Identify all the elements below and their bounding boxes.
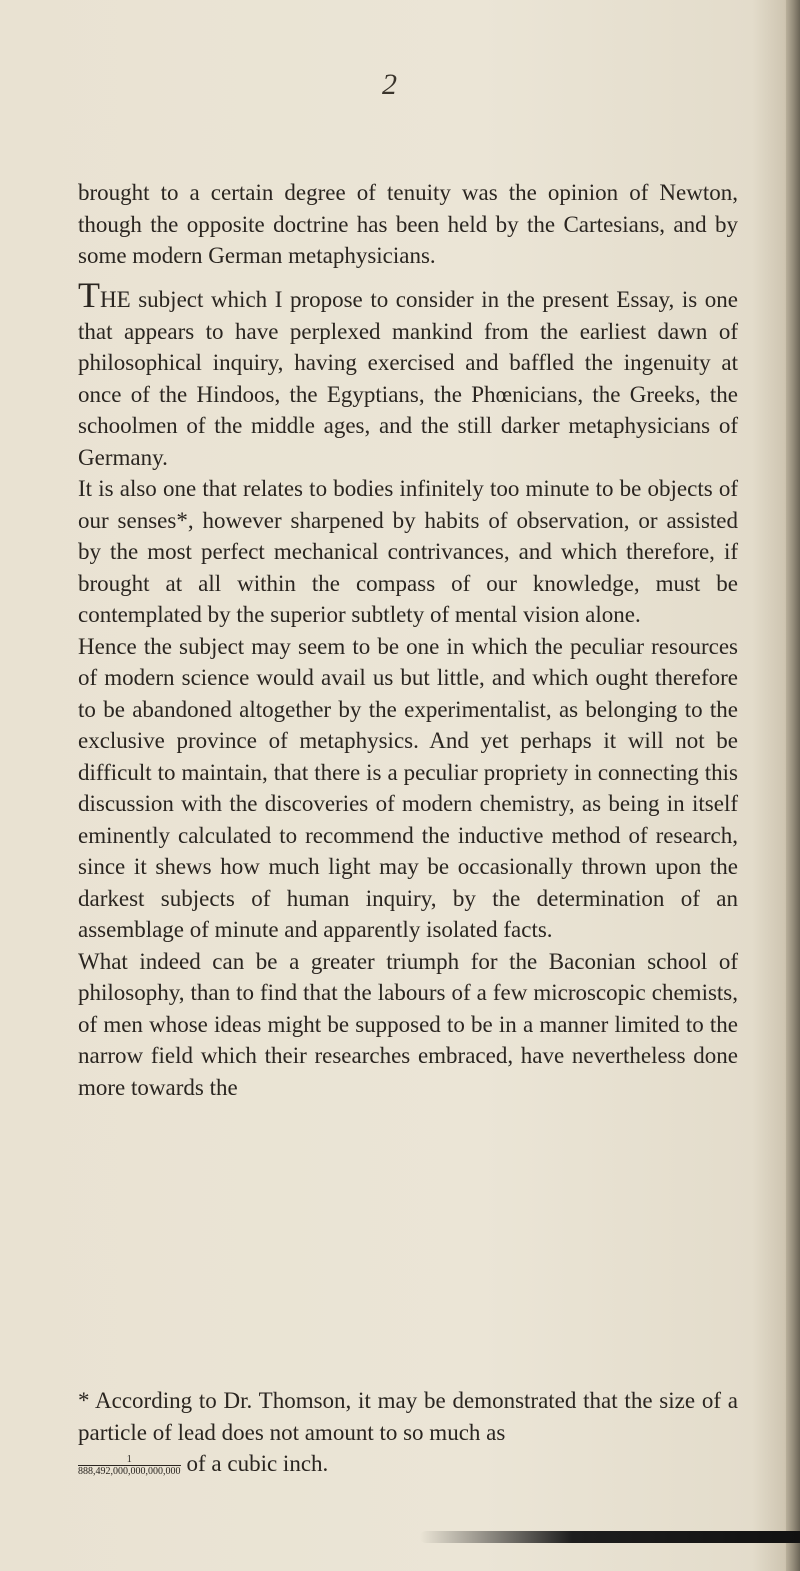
paragraph-1 (78, 275, 738, 473)
opening-paragraph-text: brought to a certain degree of tenuity was the opinion of Newton, though the opposite doctrine has been held by the Cartesians, and by some modern German metaphysicians. (78, 180, 738, 268)
fraction-numerator: 1 (78, 1454, 181, 1466)
footnote-tail: of a cubic inch. (186, 1451, 329, 1476)
footnote-fraction (78, 1454, 181, 1477)
paragraph-2-text: It is also one that relates to bodies infinitely too minute to be objects of our senses*, however sharpened by habits of observation, or assisted by the most perfect mechanical contrivances, and which therefore, if brought at all within the compass of our knowledge, must be contemplated by the superior subtlety of mental vision alone. (78, 476, 738, 627)
paragraph-4-text: What indeed can be a greater triumph for the Baconian school of philosophy, than to find that the labours of a few microscopic chemists, of men whose ideas might be supposed to be in a manner limited to the narrow field which their researches embraced, have nevertheless done more towards the (78, 948, 738, 1100)
paragraph-4 (78, 946, 738, 1104)
paragraph-3 (78, 631, 738, 946)
fraction-denominator: 888,492,000,000,000,000 (78, 1466, 181, 1478)
footnote (78, 1385, 738, 1480)
footnote-text: * According to Dr. Thomson, it may be demonstrated that the size of a particle of lead does not amount to so much as (78, 1388, 738, 1445)
opening-paragraph (78, 177, 738, 272)
page-number: 2 (382, 68, 397, 101)
paragraph-3-text: Hence the subject may seem to be one in which the peculiar resources of modern science would avail us but little, and which ought therefore to be abandoned altogether by the experimentalist, as belonging to the exclusive province of metaphysics. And yet perhaps it will not be difficult to maintain, that there is a peculiar propriety in connecting this discussion with the discoveries of modern chemistry, as being in itself eminently calculated to recommend the inductive method of research, since it shews how much light may be occasionally thrown upon the darkest subjects of human inquiry, by the determination of an assemblage of minute and apparently isolated facts. (78, 633, 738, 942)
paragraph-2 (78, 473, 738, 631)
body-text (78, 275, 738, 1103)
bottom-edge-shadow (420, 1531, 800, 1543)
paragraph-1-text: HE subject which I propose to consider in the present Essay, is one that appears to have perplexed mankind from the earliest dawn of philosophical inquiry, having exercised and baffled the ingenuity at once of the Hindoos, the Egyptians, the Phœnicians, the Greeks, the schoolmen of the middle ages, and the still darker metaphysicians of Germany. (78, 287, 738, 470)
drop-cap: T (78, 275, 100, 315)
page-edge-shadow (786, 0, 800, 1571)
